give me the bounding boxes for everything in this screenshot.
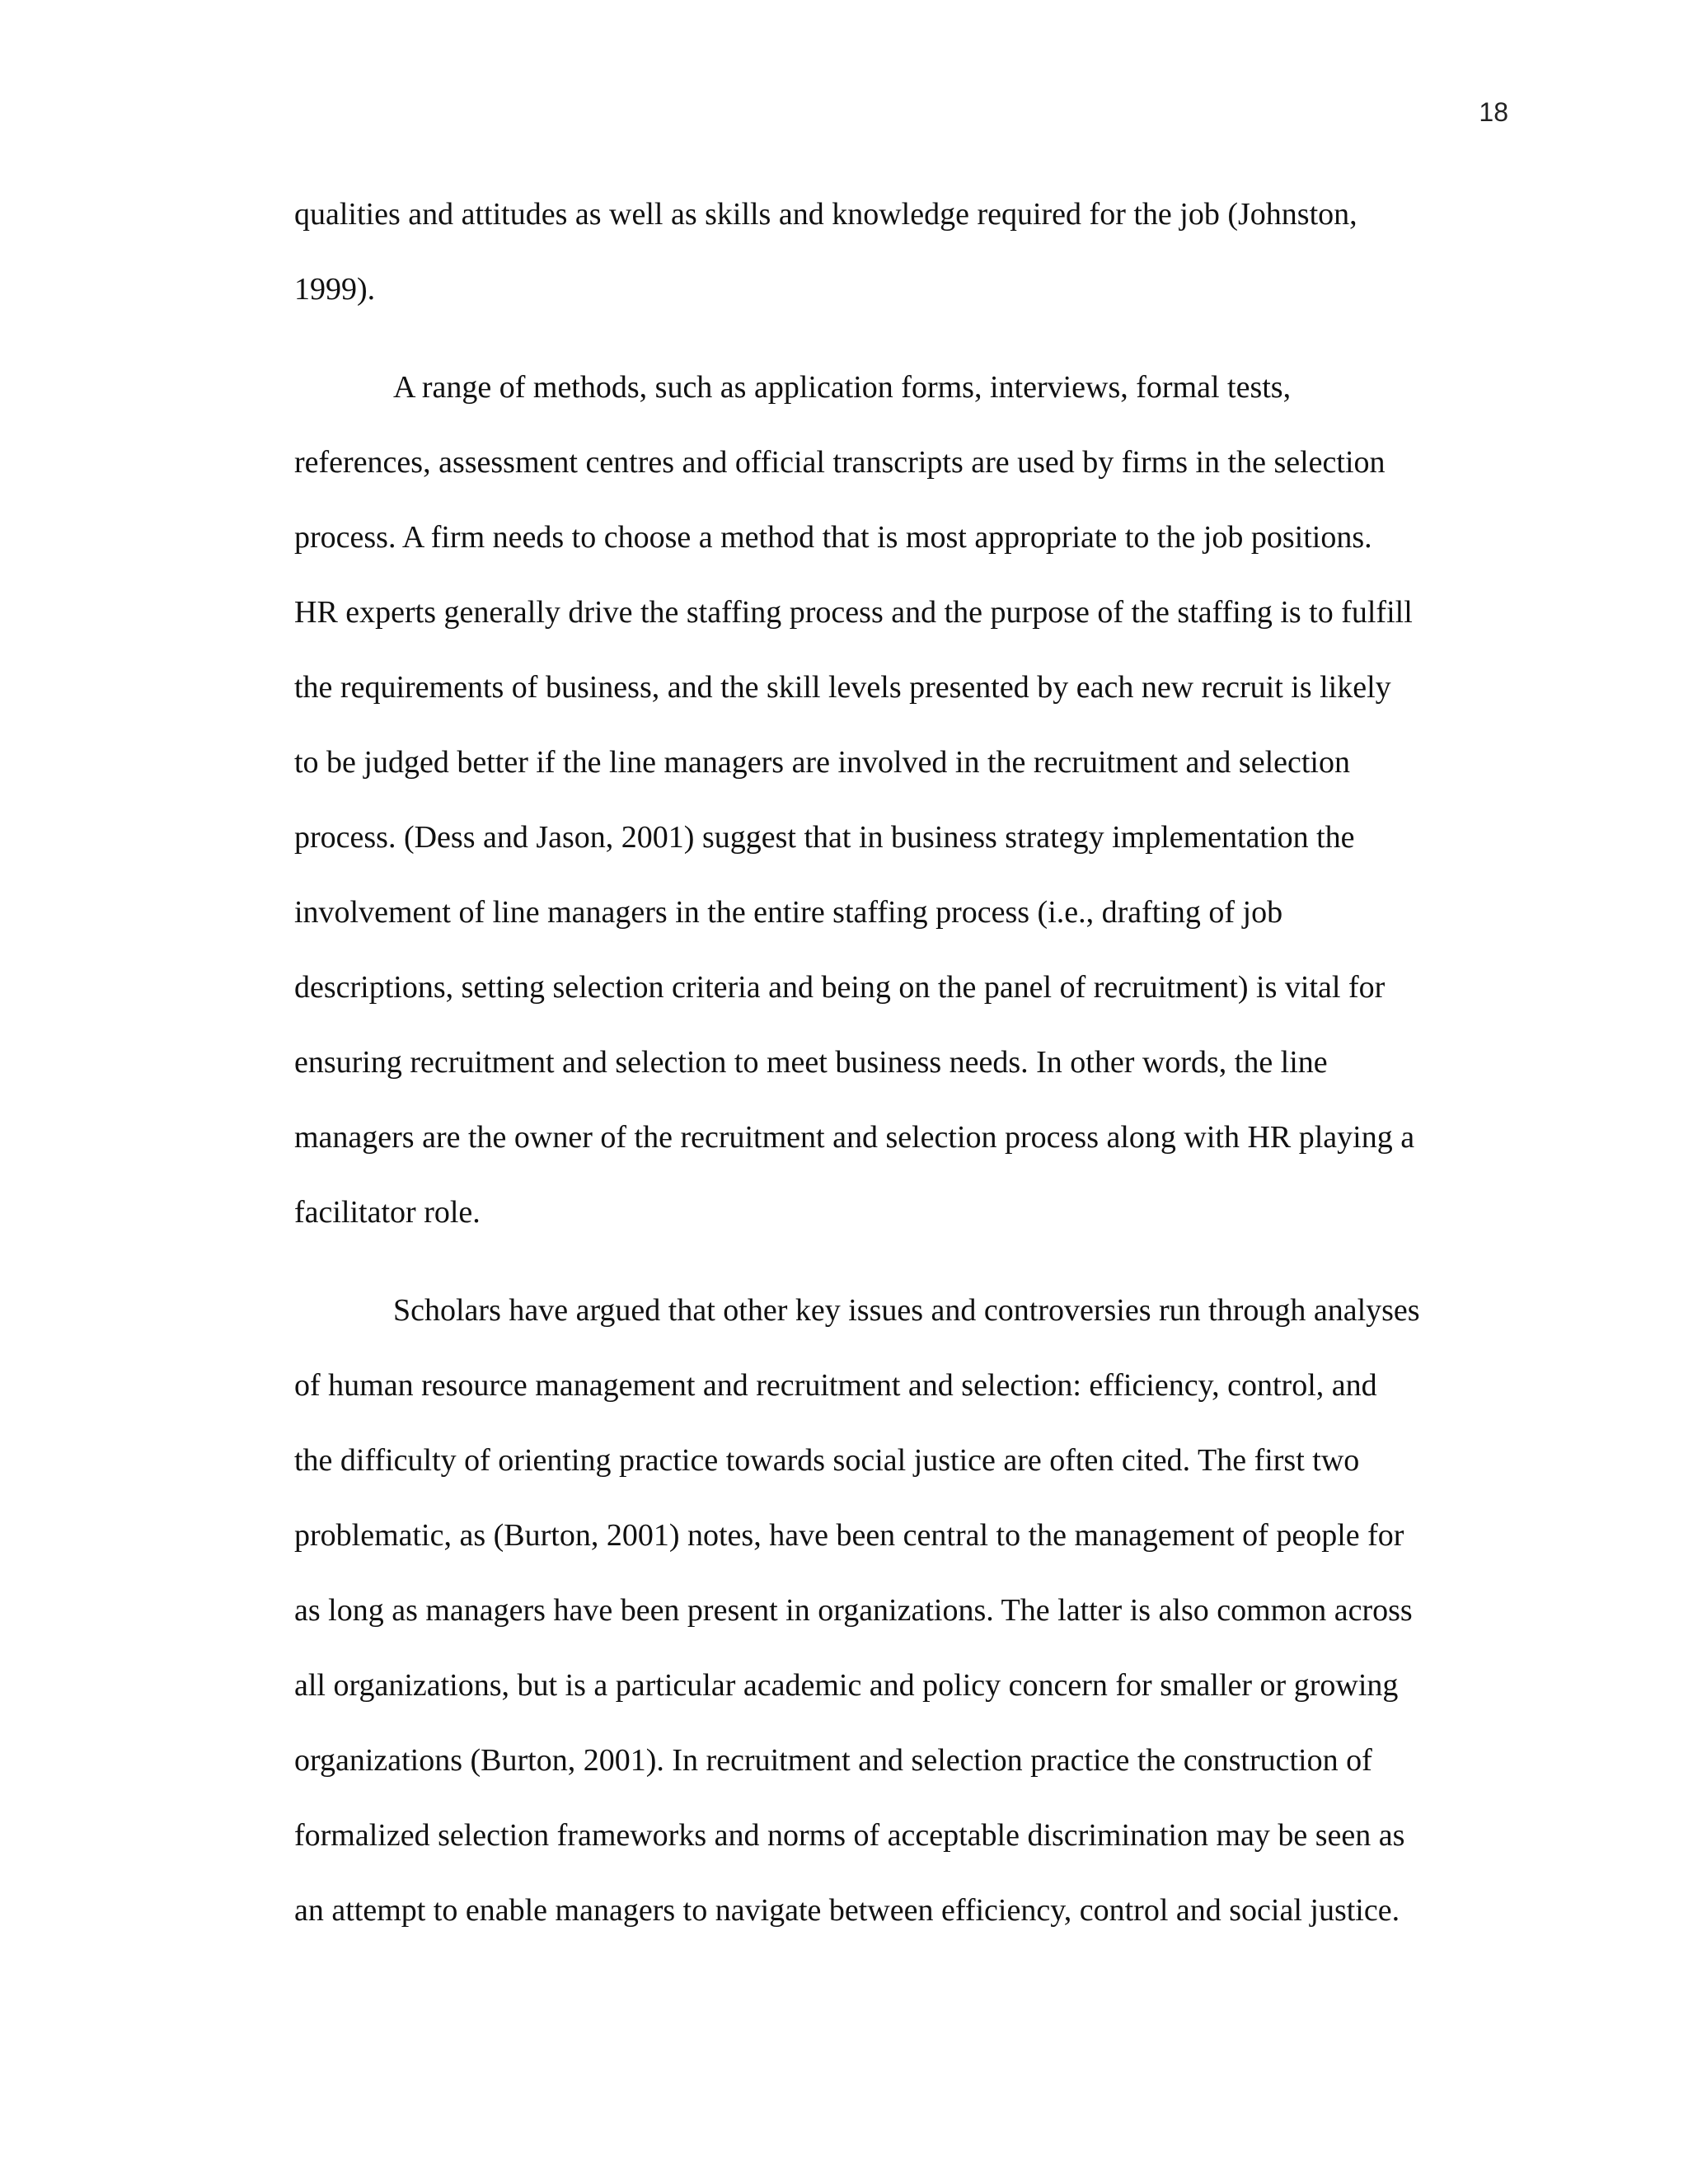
text-line: 1999). [294,272,376,307]
text-line: all organizations, but is a particular academic and policy concern for smaller or growing [294,1668,1399,1703]
text-line: of human resource management and recruitment and selection: efficiency, control, and [294,1368,1377,1403]
text-line: formalized selection frameworks and norms of acceptable discrimination may be seen as [294,1818,1405,1853]
text-line: to be judged better if the line managers are involved in the recruitment and selection [294,745,1350,780]
text-line: facilitator role. [294,1195,481,1230]
text-line: descriptions, setting selection criteria and being on the panel of recruitment) is vital for [294,970,1386,1005]
text-line: the difficulty of orienting practice towards social justice are often cited. The first two [294,1443,1360,1478]
text-line: managers are the owner of the recruitment and selection process along with HR playing a [294,1120,1415,1155]
text-line: organizations (Burton, 2001). In recruitment and selection practice the construction of [294,1743,1372,1778]
text-line: A range of methods, such as application forms, interviews, formal tests, [393,370,1292,405]
text-line: as long as managers have been present in organizations. The latter is also common across [294,1593,1413,1628]
text-line: HR experts generally drive the staffing process and the purpose of the staffing is to fulfill [294,595,1413,630]
body-text [294,190,1473,1961]
text-line: process. A firm needs to choose a method that is most appropriate to the job positions. [294,520,1372,555]
text-line: problematic, as (Burton, 2001) notes, have been central to the management of people for [294,1518,1404,1553]
text-line: the requirements of business, and the skill levels presented by each new recruit is likely [294,670,1391,705]
text-line: references, assessment centres and official transcripts are used by firms in the selection [294,445,1386,480]
text-line: involvement of line managers in the entire staffing process (i.e., drafting of job [294,895,1283,930]
text-line: Scholars have argued that other key issues and controversies run through analyses [393,1293,1420,1328]
paragraph-3 [294,1286,1473,1961]
paragraph-2 [294,363,1473,1263]
text-line: ensuring recruitment and selection to meet business needs. In other words, the line [294,1045,1328,1080]
text-line: process. (Dess and Jason, 2001) suggest that in business strategy implementation the [294,820,1355,855]
text-line: an attempt to enable managers to navigate between efficiency, control and social justice. [294,1893,1400,1928]
page-number: 18 [1479,97,1508,127]
paragraph-1 [294,190,1473,340]
text-line: qualities and attitudes as well as skills and knowledge required for the job (Johnston, [294,197,1357,232]
